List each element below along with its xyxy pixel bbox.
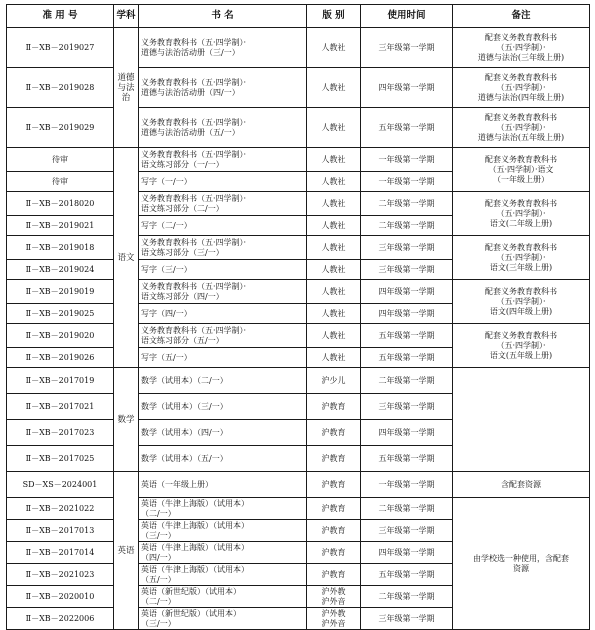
usage-time: 二年级第一学期 xyxy=(361,498,453,520)
book-name: 义务教育教科书（五·四学制）· 语文练习部分（三/一） xyxy=(139,236,307,260)
subject-cell: 数学 xyxy=(114,368,139,472)
note-cell xyxy=(453,368,590,472)
usage-time: 一年级第一学期 xyxy=(361,148,453,172)
usage-time: 四年级第一学期 xyxy=(361,68,453,108)
usage-time: 四年级第一学期 xyxy=(361,542,453,564)
usage-time: 三年级第一学期 xyxy=(361,608,453,630)
table-row xyxy=(7,236,590,260)
approval-code: Ⅱ－XB－2019020 xyxy=(7,324,114,348)
usage-time: 三年级第一学期 xyxy=(361,394,453,420)
table-row xyxy=(7,192,590,216)
approval-code: 待审 xyxy=(7,172,114,192)
usage-time: 三年级第一学期 xyxy=(361,236,453,260)
usage-time: 二年级第一学期 xyxy=(361,368,453,394)
approval-code: Ⅱ－XB－2017025 xyxy=(7,446,114,472)
approval-code: Ⅱ－XB－2019018 xyxy=(7,236,114,260)
approval-code: Ⅱ－XB－2021023 xyxy=(7,564,114,586)
usage-time: 一年级第一学期 xyxy=(361,472,453,498)
publisher: 沪教育 xyxy=(307,564,361,586)
book-name: 写字（五/一） xyxy=(139,348,307,368)
book-name: 义务教育教科书（五·四学制）· 道德与法治活动册（五/一） xyxy=(139,108,307,148)
book-name: 写字（三/一） xyxy=(139,260,307,280)
publisher: 沪教育 xyxy=(307,394,361,420)
usage-time: 二年级第一学期 xyxy=(361,216,453,236)
note-cell: 配套义务教育教科书 （五·四学制）·语文 （一年级上册） xyxy=(453,148,590,192)
subject-cell: 道德 与法 治 xyxy=(114,28,139,148)
book-name: 数学（试用本）（三/一） xyxy=(139,394,307,420)
publisher: 人教社 xyxy=(307,148,361,172)
book-name: 义务教育教科书（五·四学制）· 语文练习部分（四/一） xyxy=(139,280,307,304)
usage-time: 五年级第一学期 xyxy=(361,446,453,472)
table-row xyxy=(7,498,590,520)
approval-code: Ⅱ－XB－2018020 xyxy=(7,192,114,216)
usage-time: 四年级第一学期 xyxy=(361,280,453,304)
approval-code: Ⅱ－XB－2019021 xyxy=(7,216,114,236)
approval-code: Ⅱ－XB－2017014 xyxy=(7,542,114,564)
usage-time: 五年级第一学期 xyxy=(361,348,453,368)
publisher: 沪教育 xyxy=(307,446,361,472)
usage-time: 二年级第一学期 xyxy=(361,192,453,216)
approval-code: Ⅱ－XB－2019026 xyxy=(7,348,114,368)
note-cell: 配套义务教育教科书 （五·四学制）· 道德与法治(三年级上册) xyxy=(453,28,590,68)
approval-code: Ⅱ－XB－2020010 xyxy=(7,586,114,608)
publisher: 沪教育 xyxy=(307,420,361,446)
approval-code: Ⅱ－XB－2017021 xyxy=(7,394,114,420)
book-name: 数学（试用本）（五/一） xyxy=(139,446,307,472)
publisher: 人教社 xyxy=(307,260,361,280)
note-cell: 配套义务教育教科书 （五·四学制）· 道德与法治(四年级上册) xyxy=(453,68,590,108)
approval-code: Ⅱ－XB－2022006 xyxy=(7,608,114,630)
publisher: 沪少儿 xyxy=(307,368,361,394)
approval-code: Ⅱ－XB－2017019 xyxy=(7,368,114,394)
book-name: 写字（二/一） xyxy=(139,216,307,236)
subject-cell: 英语 xyxy=(114,472,139,630)
book-name: 义务教育教科书（五·四学制）· 道德与法治活动册（四/一） xyxy=(139,68,307,108)
book-name: 英语（牛津上海版）（试用本） （五/一） xyxy=(139,564,307,586)
approval-code: Ⅱ－XB－2019029 xyxy=(7,108,114,148)
publisher: 人教社 xyxy=(307,236,361,260)
table-row xyxy=(7,368,590,394)
approval-code: Ⅱ－XB－2019025 xyxy=(7,304,114,324)
table-row xyxy=(7,148,590,172)
publisher: 人教社 xyxy=(307,348,361,368)
table-row xyxy=(7,68,590,108)
publisher: 人教社 xyxy=(307,68,361,108)
approval-code: Ⅱ－XB－2019024 xyxy=(7,260,114,280)
book-name: 英语（牛津上海版）（试用本） （二/一） xyxy=(139,498,307,520)
header-notes: 备注 xyxy=(453,5,590,28)
publisher: 沪教育 xyxy=(307,542,361,564)
note-cell: 配套义务教育教科书 （五·四学制）· 语文(二年级上册) xyxy=(453,192,590,236)
usage-time: 五年级第一学期 xyxy=(361,108,453,148)
book-name: 英语（新世纪版）（试用本） （三/一） xyxy=(139,608,307,630)
publisher: 人教社 xyxy=(307,304,361,324)
usage-time: 四年级第一学期 xyxy=(361,304,453,324)
textbook-table xyxy=(6,4,590,630)
book-name: 英语（一年级上册） xyxy=(139,472,307,498)
approval-code: Ⅱ－XB－2021022 xyxy=(7,498,114,520)
book-name: 义务教育教科书（五·四学制）· 道德与法治活动册（三/一） xyxy=(139,28,307,68)
approval-code: Ⅱ－XB－2019027 xyxy=(7,28,114,68)
publisher: 沪教育 xyxy=(307,472,361,498)
book-name: 英语（牛津上海版）（试用本） （四/一） xyxy=(139,542,307,564)
table-row xyxy=(7,28,590,68)
usage-time: 三年级第一学期 xyxy=(361,260,453,280)
header-code: 准 用 号 xyxy=(7,5,114,28)
book-name: 义务教育教科书（五·四学制）· 语文练习部分（五/一） xyxy=(139,324,307,348)
table-row xyxy=(7,280,590,304)
usage-time: 三年级第一学期 xyxy=(361,520,453,542)
book-name: 数学（试用本）（二/一） xyxy=(139,368,307,394)
approval-code: Ⅱ－XB－2019028 xyxy=(7,68,114,108)
usage-time: 三年级第一学期 xyxy=(361,28,453,68)
approval-code: 待审 xyxy=(7,148,114,172)
usage-time: 二年级第一学期 xyxy=(361,586,453,608)
publisher: 沪外教 沪外音 xyxy=(307,608,361,630)
book-name: 义务教育教科书（五·四学制）· 语文练习部分（一/一） xyxy=(139,148,307,172)
publisher: 人教社 xyxy=(307,108,361,148)
note-cell: 配套义务教育教科书 （五·四学制）· 语文(五年级上册) xyxy=(453,324,590,368)
book-name: 写字（四/一） xyxy=(139,304,307,324)
note-cell: 由学校选一种使用，含配套 资源 xyxy=(453,498,590,630)
approval-code: Ⅱ－XB－2019019 xyxy=(7,280,114,304)
usage-time: 四年级第一学期 xyxy=(361,420,453,446)
table-row xyxy=(7,324,590,348)
header-publisher: 版 别 xyxy=(307,5,361,28)
note-cell: 配套义务教育教科书 （五·四学制）· 语文(三年级上册) xyxy=(453,236,590,280)
publisher: 沪教育 xyxy=(307,498,361,520)
publisher: 沪外教 沪外音 xyxy=(307,586,361,608)
publisher: 人教社 xyxy=(307,216,361,236)
usage-time: 五年级第一学期 xyxy=(361,564,453,586)
note-cell: 配套义务教育教科书 （五·四学制）· 道德与法治(五年级上册) xyxy=(453,108,590,148)
header-book-name: 书 名 xyxy=(139,5,307,28)
note-cell: 配套义务教育教科书 （五·四学制）· 语文(四年级上册) xyxy=(453,280,590,324)
book-name: 义务教育教科书（五·四学制）· 语文练习部分（二/一） xyxy=(139,192,307,216)
header-usage-time: 使用时间 xyxy=(361,5,453,28)
approval-code: Ⅱ－XB－2017023 xyxy=(7,420,114,446)
approval-code: SD－XS－2024001 xyxy=(7,472,114,498)
usage-time: 五年级第一学期 xyxy=(361,324,453,348)
usage-time: 一年级第一学期 xyxy=(361,172,453,192)
note-cell: 含配套资源 xyxy=(453,472,590,498)
book-name: 英语（牛津上海版）（试用本） （三/一） xyxy=(139,520,307,542)
document-page xyxy=(6,4,590,630)
subject-cell: 语文 xyxy=(114,148,139,368)
publisher: 人教社 xyxy=(307,172,361,192)
book-name: 写字（一/一） xyxy=(139,172,307,192)
publisher: 沪教育 xyxy=(307,520,361,542)
book-name: 数学（试用本）（四/一） xyxy=(139,420,307,446)
table-row xyxy=(7,108,590,148)
publisher: 人教社 xyxy=(307,28,361,68)
approval-code: Ⅱ－XB－2017013 xyxy=(7,520,114,542)
table-row xyxy=(7,472,590,498)
publisher: 人教社 xyxy=(307,192,361,216)
header-row xyxy=(7,5,590,28)
publisher: 人教社 xyxy=(307,324,361,348)
header-subject: 学科 xyxy=(114,5,139,28)
publisher: 人教社 xyxy=(307,280,361,304)
book-name: 英语（新世纪版）（试用本） （二/一） xyxy=(139,586,307,608)
